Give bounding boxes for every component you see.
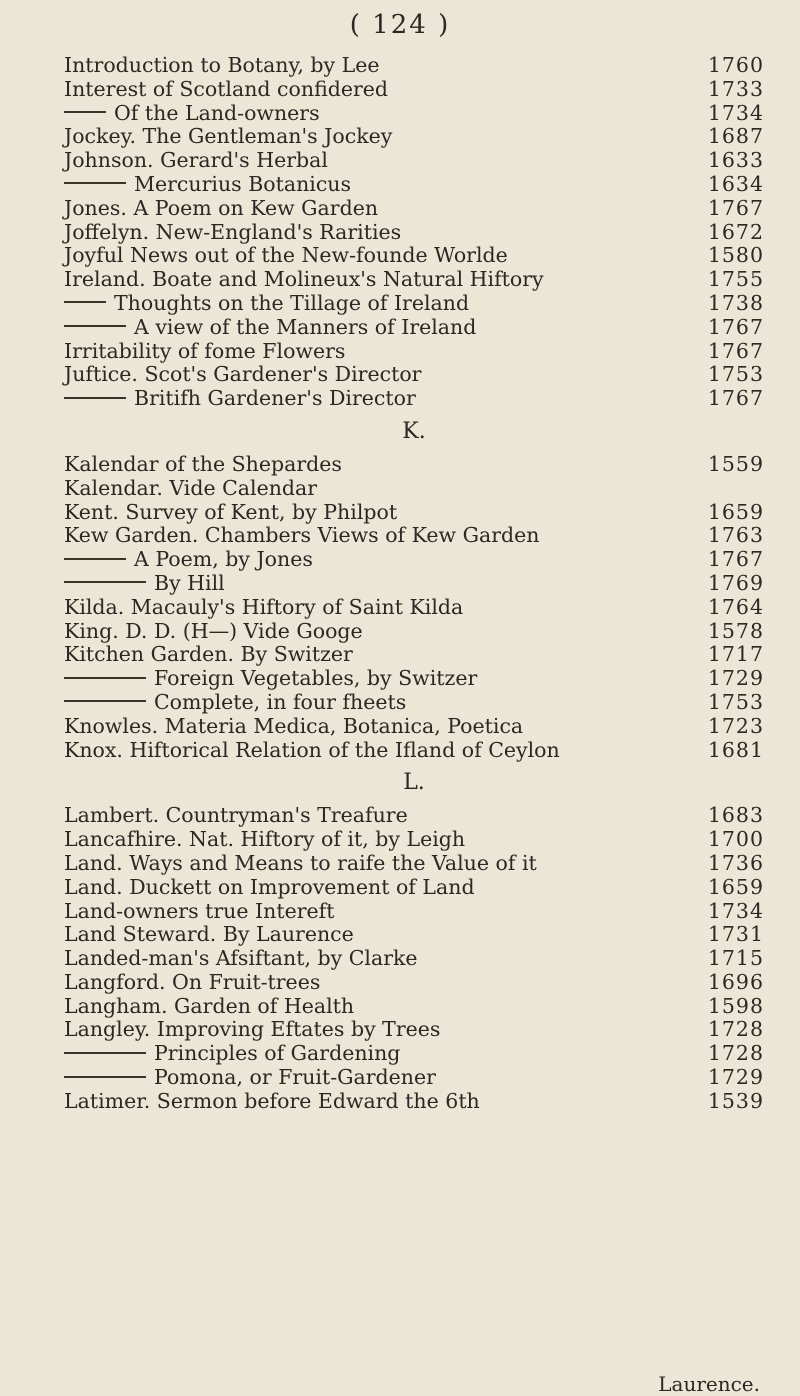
entry-title: Kitchen Garden. By Switzer [64,642,353,667]
entry-title: Kilda. Macauly's Hiftory of Saint Kilda [64,594,464,619]
index-entry [64,1042,764,1066]
ditto-dash [64,1052,146,1054]
entry-year: 1659 [707,874,764,899]
index-entry [64,995,764,1019]
index-entry [64,900,764,924]
entry-title: Juftice. Scot's Gardener's Director [64,362,422,387]
entry-year: 1734 [707,898,764,923]
page-number: ( 124 ) [349,10,451,40]
entry-title: Knowles. Materia Medica, Botanica, Poetica [64,713,524,738]
entry-title: Of the Land-owners [114,100,320,125]
index-entry [64,453,764,477]
entry-year: 1753 [707,362,764,387]
entry-year: 1578 [707,618,764,643]
entry-title: Jockey. The Gentleman's Jockey [64,124,393,149]
index-entry [64,316,764,340]
index-entry [64,197,764,221]
entry-title: Joffelyn. New-England's Rarities [64,219,402,244]
entry-year: 1659 [707,499,764,524]
entry-year: 1717 [707,642,764,667]
index-entry [64,173,764,197]
index-entry [64,149,764,173]
entry-year: 1733 [707,76,764,101]
index-entry [64,524,764,548]
ditto-dash [64,111,106,113]
entry-title: Kew Garden. Chambers Views of Kew Garden [64,523,540,548]
entry-title: Foreign Vegetables, by Switzer [154,666,478,691]
catchword: Laurence. [658,1372,760,1396]
index-entry [64,102,764,126]
entry-year: 1738 [707,290,764,315]
entry-year: 1734 [707,100,764,125]
index-entry [64,947,764,971]
entry-year: 1764 [707,594,764,619]
index-entry [64,221,764,245]
entry-title: Landed-man's Afsiftant, by Clarke [64,946,418,971]
index-entry [64,387,764,411]
entry-year: 1672 [707,219,764,244]
ditto-dash [64,558,126,560]
entry-title: Land Steward. By Laurence [64,922,354,947]
ditto-dash [64,397,126,399]
ditto-dash [64,700,146,702]
entry-year: 1696 [707,969,764,994]
entry-title: Thoughts on the Tillage of Ireland [114,290,470,315]
index-entry [64,876,764,900]
entry-title: Complete, in four fheets [154,689,407,714]
entry-title: A Poem, by Jones [134,547,313,572]
entry-title: Britifh Gardener's Director [134,386,416,411]
entry-title: Ireland. Boate and Molineux's Natural Hiftory [64,267,544,292]
index-entry [64,54,764,78]
index-entry [64,739,764,763]
entry-title: Kalendar. Vide Calendar [64,475,318,500]
ditto-dash [64,325,126,327]
index-entry [64,244,764,268]
entry-year: 1729 [707,666,764,691]
index-entry [64,852,764,876]
index-entry [64,1018,764,1042]
entry-title: Land. Duckett on Improvement of Land [64,874,475,899]
index-entry [64,643,764,667]
entry-year: 1760 [707,53,764,77]
ditto-dash [64,581,146,583]
section-letter: K. [402,418,426,444]
entry-title: Land-owners true Intereft [64,898,335,923]
index-entry [64,620,764,644]
entry-title: Langham. Garden of Health [64,993,355,1018]
entry-title: Irritability of fome Flowers [64,338,346,363]
index-entry [64,667,764,691]
ditto-dash [64,182,126,184]
entry-year: 1715 [707,946,764,971]
ditto-dash [64,677,146,679]
index-entry [64,971,764,995]
entry-year: 1681 [707,737,764,762]
index-entry [64,923,764,947]
index-entry [64,477,764,501]
entry-title: Principles of Gardening [154,1041,401,1066]
entry-title: Joyful News out of the New-founde Worlde [64,243,508,268]
entry-year: 1755 [707,267,764,292]
index-entry [64,268,764,292]
entry-year: 1633 [707,148,764,173]
entry-title: Introduction to Botany, by Lee [64,53,380,77]
index-list [64,54,764,1114]
index-entry [64,292,764,316]
entry-year: 1687 [707,124,764,149]
entry-title: Kalendar of the Shepardes [64,451,342,476]
entry-year: 1731 [707,922,764,947]
entry-title: A view of the Manners of Ireland [134,314,477,339]
entry-title: Lancafhire. Nat. Hiftory of it, by Leigh [64,827,466,852]
entry-year: 1580 [707,243,764,268]
entry-title: Langley. Improving Eftates by Trees [64,1017,441,1042]
entry-year: 1767 [707,314,764,339]
entry-year: 1728 [707,1041,764,1066]
index-entry [64,828,764,852]
index-entry [64,572,764,596]
index-entry [64,125,764,149]
ditto-dash [64,301,106,303]
entry-year: 1767 [707,338,764,363]
index-entry [64,1090,764,1114]
index-entry [64,340,764,364]
entry-year: 1683 [707,803,764,828]
index-entry [64,363,764,387]
entry-title: Jones. A Poem on Kew Garden [64,195,379,220]
entry-year: 1736 [707,850,764,875]
entry-year: 1700 [707,827,764,852]
index-entry [64,548,764,572]
entry-year: 1767 [707,547,764,572]
entry-title: Kent. Survey of Kent, by Philpot [64,499,398,524]
index-entry [64,1066,764,1090]
entry-year: 1767 [707,386,764,411]
entry-title: Latimer. Sermon before Edward the 6th [64,1088,480,1113]
entry-year: 1634 [707,171,764,196]
ditto-dash [64,1076,146,1078]
entry-year: 1753 [707,689,764,714]
entry-year: 1598 [707,993,764,1018]
index-entry [64,804,764,828]
entry-title: Land. Ways and Means to raife the Value of it [64,850,537,875]
entry-title: Lambert. Countryman's Treafure [64,803,408,828]
entry-title: Mercurius Botanicus [134,171,352,196]
entry-year: 1769 [707,570,764,595]
index-entry [64,715,764,739]
entry-title: Pomona, or Fruit-Gardener [154,1065,436,1090]
entry-title: Interest of Scotland confidered [64,76,389,101]
index-entry [64,691,764,715]
entry-year: 1723 [707,713,764,738]
entry-year: 1728 [707,1017,764,1042]
entry-title: Johnson. Gerard's Herbal [64,148,328,173]
entry-year: 1539 [707,1088,764,1113]
index-entry [64,501,764,525]
entry-year: 1559 [707,451,764,476]
index-entry [64,78,764,102]
index-entry [64,596,764,620]
entry-year: 1767 [707,195,764,220]
entry-title: By Hill [154,570,225,595]
entry-year: 1763 [707,523,764,548]
entry-title: King. D. D. (H—) Vide Googe [64,618,363,643]
entry-title: Knox. Hiftorical Relation of the Ifland of Ceylon [64,737,560,762]
entry-title: Langford. On Fruit-trees [64,969,321,994]
section-letter: L. [403,770,425,796]
entry-year: 1729 [707,1065,764,1090]
